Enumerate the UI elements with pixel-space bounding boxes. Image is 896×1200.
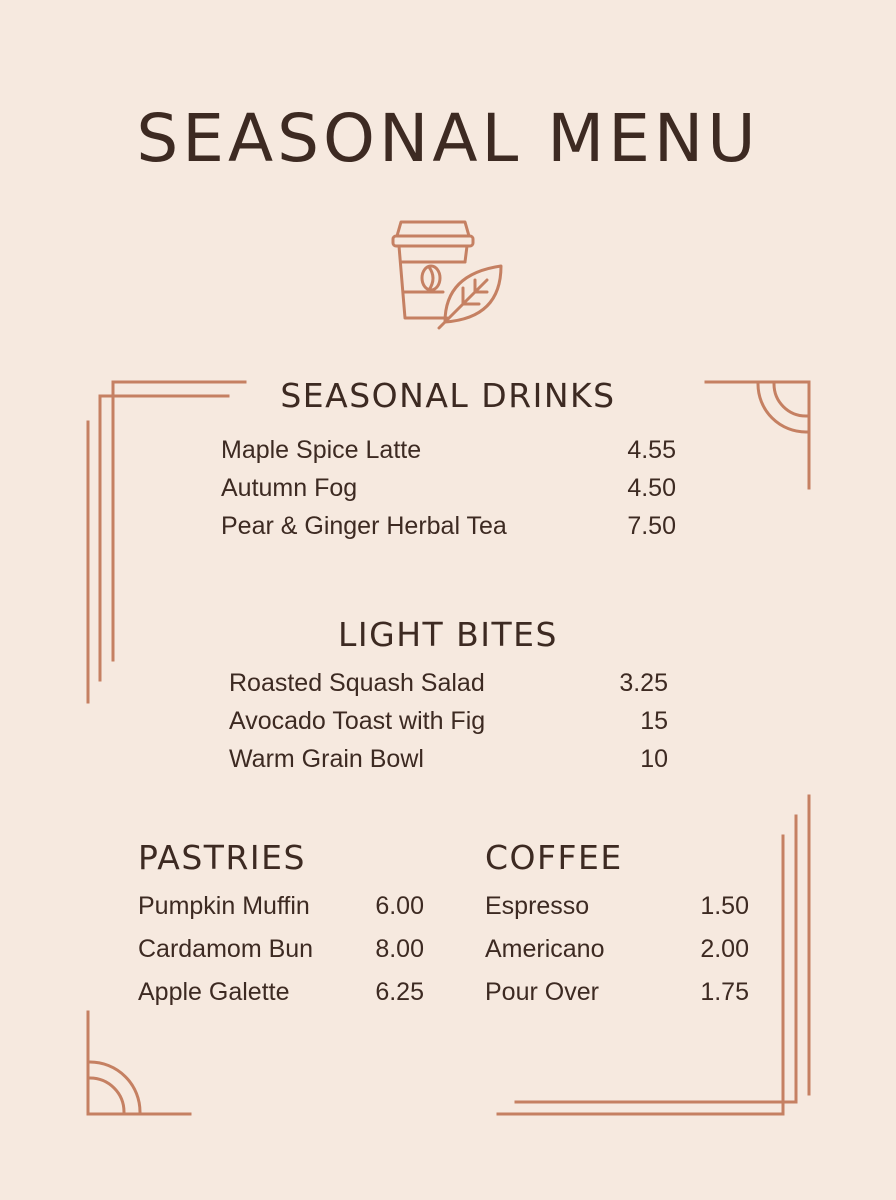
item-price: 3.25: [619, 669, 668, 697]
menu-item: [221, 512, 676, 550]
section-title-light-bites: LIGHT BITES: [338, 615, 558, 654]
item-price: 15: [640, 707, 668, 735]
item-price: 6.25: [375, 978, 424, 1006]
pastries-list: [138, 892, 424, 1021]
section-title-seasonal-drinks: SEASONAL DRINKS: [280, 376, 616, 415]
item-price: 2.00: [700, 935, 749, 963]
menu-item: [138, 935, 424, 978]
menu-item: [138, 892, 424, 935]
menu-item: [229, 745, 668, 783]
menu-item: [485, 978, 749, 1021]
menu-item: [221, 436, 676, 474]
item-name: Pour Over: [485, 978, 599, 1006]
section-title-coffee: COFFEE: [485, 838, 623, 877]
item-price: 8.00: [375, 935, 424, 963]
item-price: 10: [640, 745, 668, 773]
item-name: Cardamom Bun: [138, 935, 314, 963]
coffee-list: [485, 892, 749, 1021]
menu-item: [229, 707, 668, 745]
menu-item: [229, 669, 668, 707]
item-price: 6.00: [375, 892, 424, 920]
menu-item: [485, 935, 749, 978]
item-name: Pumpkin Muffin: [138, 892, 310, 920]
item-name: Autumn Fog: [221, 474, 358, 502]
item-name: Maple Spice Latte: [221, 436, 422, 464]
item-name: Avocado Toast with Fig: [229, 707, 486, 735]
menu-item: [221, 474, 676, 512]
item-name: Espresso: [485, 892, 590, 920]
seasonal-drinks-list: [221, 436, 676, 550]
menu-item: [138, 978, 424, 1021]
item-name: Roasted Squash Salad: [229, 669, 485, 697]
section-title-pastries: PASTRIES: [138, 838, 306, 877]
menu-item: [485, 892, 749, 935]
item-price: 4.50: [627, 474, 676, 502]
item-price: 4.55: [627, 436, 676, 464]
item-name: Pear & Ginger Herbal Tea: [221, 512, 507, 540]
item-price: 1.75: [700, 978, 749, 1006]
item-name: Americano: [485, 935, 605, 963]
item-price: 7.50: [627, 512, 676, 540]
item-name: Warm Grain Bowl: [229, 745, 424, 773]
item-price: 1.50: [700, 892, 749, 920]
item-name: Apple Galette: [138, 978, 290, 1006]
light-bites-list: [229, 669, 668, 783]
menu-title: SEASONAL MENU: [136, 100, 760, 177]
